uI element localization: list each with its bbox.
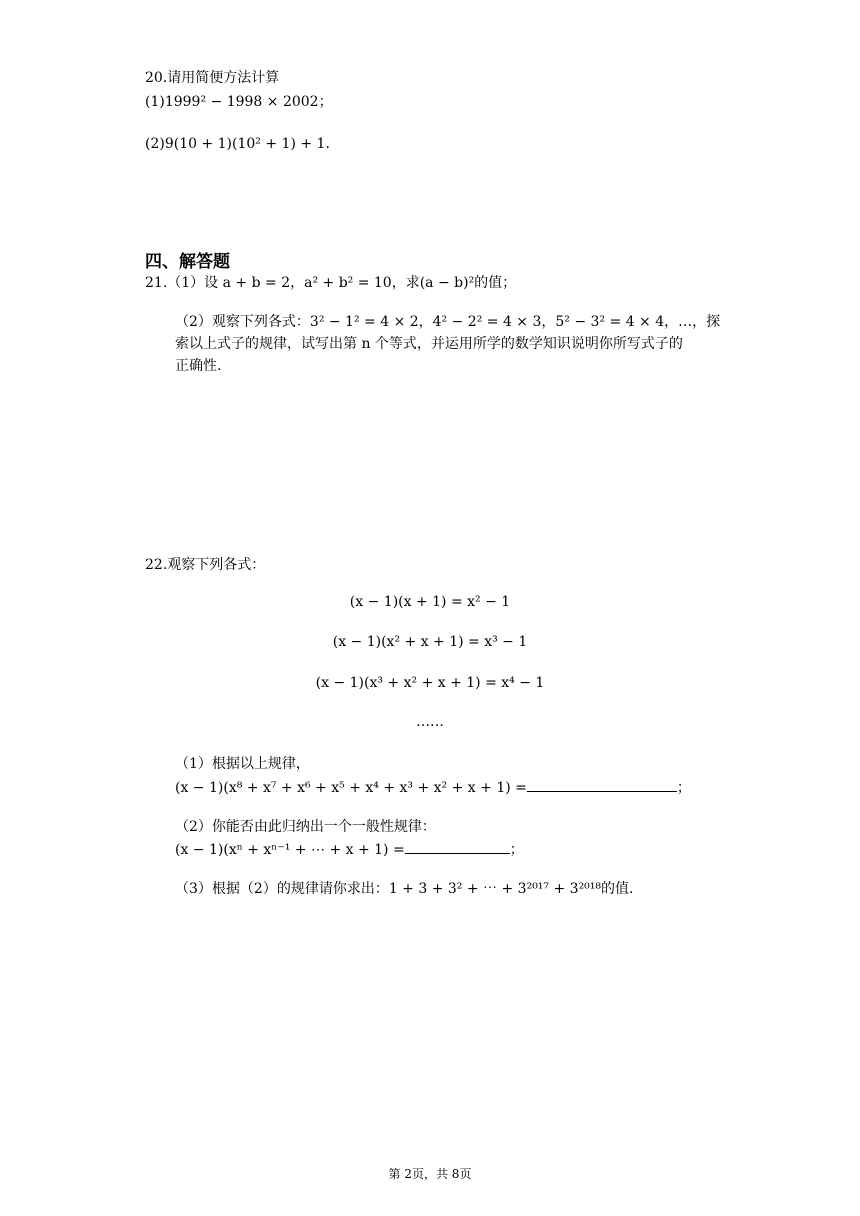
page-footer: 第 2页，共 8页 (388, 1167, 472, 1181)
q22-sub1-expression: (x − 1)(x⁸ + x⁷ + x⁶ + x⁵ + x⁴ + x³ + x² + x + 1) = (175, 780, 527, 796)
q22-sub2-expression: (x − 1)(xⁿ + xⁿ⁻¹ + ⋯ + x + 1) = (175, 842, 405, 858)
q22-sub2-line (175, 839, 524, 859)
q22-equation-1: (x − 1)(x + 1) = x² − 1 (349, 594, 511, 610)
q22-sub2-end: ； (509, 842, 524, 858)
section-heading: 四、解答题 (145, 252, 230, 272)
q22-equation-2: (x − 1)(x² + x + 1) = x³ − 1 (332, 634, 528, 650)
q21-part2-line2: 索以上式子的规律，试写出第 n 个等式，并运用所学的数学知识说明你所写式子的 (175, 336, 683, 352)
q21-part2-line1: （2）观察下列各式：3² − 1² = 4 × 2，4² − 2² = 4 × 3，5² − 3² = 4 × 4，…，探 (175, 314, 721, 330)
q21-part1: 21.（1）设 a + b = 2，a² + b² = 10，求(a − b)²的值； (145, 275, 517, 291)
answer-blank-2[interactable] (405, 841, 510, 854)
q22-sub3: （3）根据（2）的规律请你求出：1 + 3 + 3² + ⋯ + 3²⁰¹⁷ + 3²⁰¹⁸的值. (175, 881, 634, 897)
answer-blank-1[interactable] (527, 779, 677, 792)
q20-part1: (1)1999² − 1998 × 2002； (145, 94, 333, 110)
q20-part2: (2)9(10 + 1)(10² + 1) + 1. (145, 136, 330, 152)
q21-part2-line3: 正确性. (175, 358, 222, 374)
q22-title: 22.观察下列各式： (145, 557, 266, 573)
q22-sub1-label: （1）根据以上规律， (175, 756, 310, 772)
q20-title: 20.请用简便方法计算 (145, 70, 280, 86)
q22-ellipsis: …… (416, 714, 444, 730)
q22-sub2-label: （2）你能否由此归纳出一个一般性规律： (175, 819, 436, 835)
q22-sub1-line (175, 777, 691, 797)
q22-equation-3: (x − 1)(x³ + x² + x + 1) = x⁴ − 1 (315, 675, 545, 691)
q22-sub1-end: ； (676, 780, 691, 796)
